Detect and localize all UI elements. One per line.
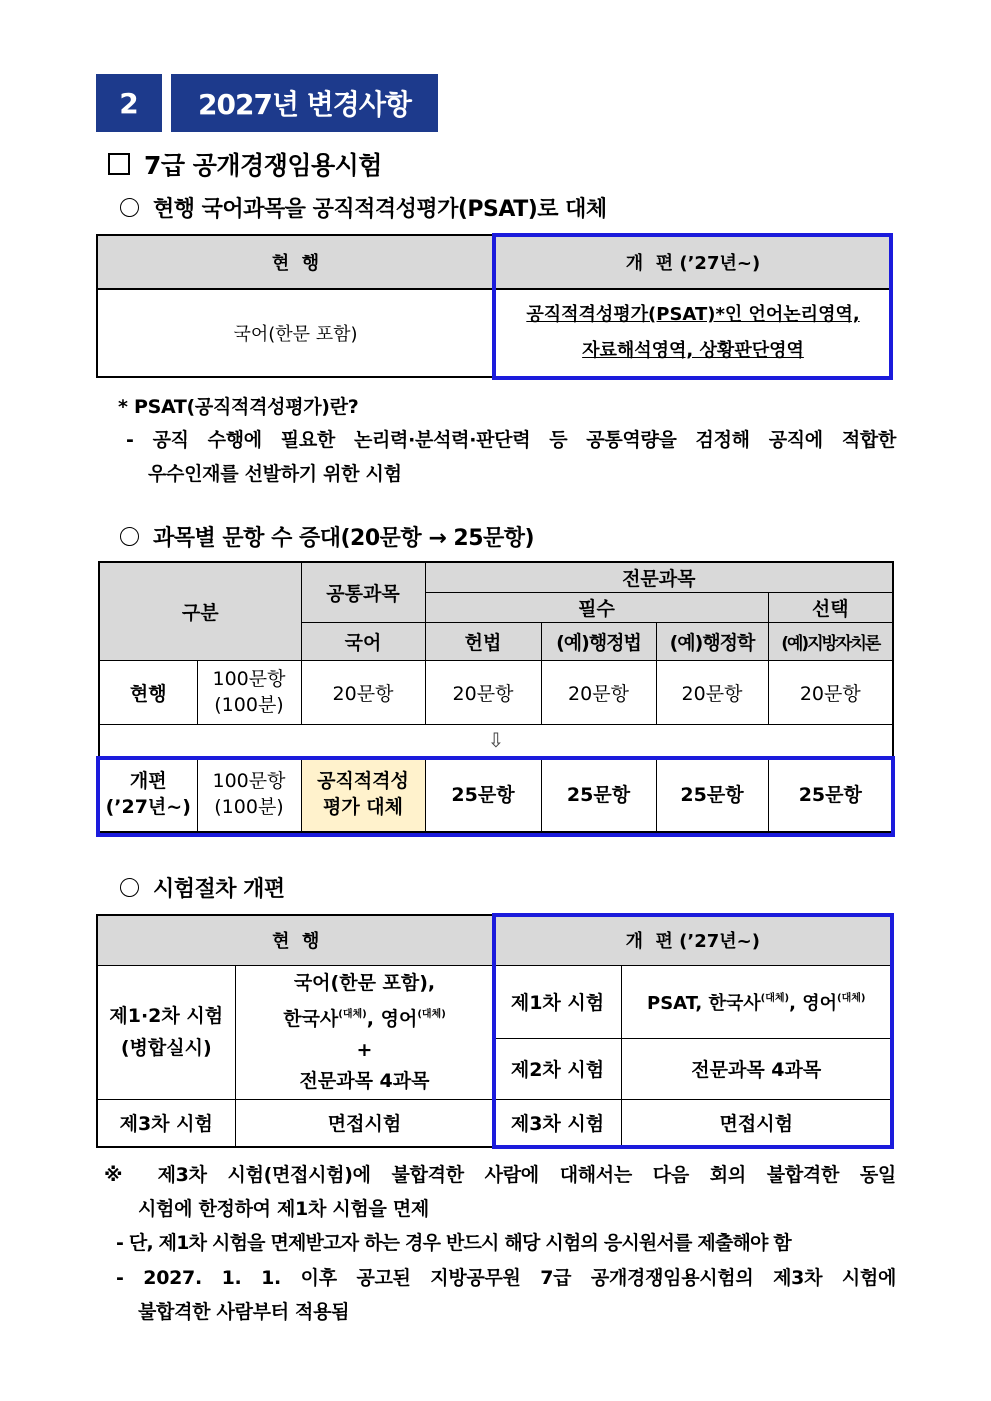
new-row-label: 개편 (’27년~) — [99, 756, 197, 832]
footnote-title: * PSAT(공직적격성평가)란? — [118, 396, 359, 418]
sub2-title: 과목별 문항 수 증대(20문항 → 25문항) — [120, 521, 534, 552]
current-subject: 국어(한문 포함) — [97, 289, 494, 377]
admin-studies-header: (예)행정학 — [656, 622, 768, 660]
note-line2: 시험에 한정하여 제1차 시험을 면제 — [138, 1198, 429, 1220]
current-stage12: 제1·2차 시험 (병합실시) — [97, 965, 235, 1099]
sub1-title: 현행 국어과목을 공직적격성평가(PSAT)로 대체 — [120, 192, 607, 223]
exam-procedure-table — [96, 914, 893, 1148]
constitution-header: 헌법 — [425, 622, 541, 660]
col-current-header: 현 행 — [97, 235, 494, 289]
question-count-table — [98, 561, 894, 833]
current-local-autonomy: 20문항 — [768, 660, 893, 724]
new-local-autonomy: 25문항 — [768, 756, 893, 832]
elective-header: 선택 — [768, 592, 893, 622]
circle-bullet-icon — [120, 527, 139, 546]
local-autonomy-header: (예)지방자치론 — [768, 622, 893, 660]
new-admin-law: 25문항 — [541, 756, 656, 832]
col-new-header: 개 편 (’27년~) — [494, 915, 892, 965]
col-new-header: 개 편 (’27년~) — [494, 235, 892, 289]
section-title-banner: 2027년 변경사항 — [171, 74, 438, 132]
new-stage2-content: 전문과목 4과목 — [621, 1038, 892, 1099]
new-stage3-content: 면접시험 — [621, 1099, 892, 1147]
required-header: 필수 — [425, 592, 768, 622]
current-row-label: 현행 — [99, 660, 197, 724]
current-total: 100문항 (100분) — [197, 660, 301, 724]
current-stage3-content: 면접시험 — [235, 1099, 494, 1147]
current-admin-law: 20문항 — [541, 660, 656, 724]
current-admin-studies: 20문항 — [656, 660, 768, 724]
current-stage12-content: 국어(한문 포함), 한국사$^{(대체)}$, 영어$^{(대체)}$ + 전문과목 4과목 — [235, 965, 494, 1099]
korean-header: 국어 — [301, 622, 425, 660]
admin-law-header: (예)행정법 — [541, 622, 656, 660]
circle-bullet-icon — [120, 878, 139, 897]
new-admin-studies: 25문항 — [656, 756, 768, 832]
new-stage2: 제2차 시험 — [494, 1038, 621, 1099]
new-total: 100문항 (100분) — [197, 756, 301, 832]
footnote-line1: - 공직 수행에 필요한 논리력·분석력·판단력 등 공통역량을 검정해 공직에 적합한 — [126, 429, 896, 451]
down-arrow-icon: ⇩ — [99, 724, 893, 756]
psat-table — [96, 234, 893, 378]
current-korean: 20문항 — [301, 660, 425, 724]
note-line5: 불합격한 사람부터 적용됨 — [138, 1301, 350, 1323]
note-line4: - 2027. 1. 1. 이후 공고된 지방공무원 7급 공개경쟁임용시험의 제3차 시험에 — [116, 1267, 896, 1289]
common-header: 공통과목 — [301, 562, 425, 622]
col-current-header: 현 행 — [97, 915, 494, 965]
checkbox-square-icon — [108, 153, 130, 175]
new-stage1: 제1차 시험 — [494, 965, 621, 1038]
specialized-header: 전문과목 — [425, 562, 893, 592]
sub3-title: 시험절차 개편 — [120, 872, 285, 903]
circle-bullet-icon — [120, 198, 139, 217]
new-stage3: 제3차 시험 — [494, 1099, 621, 1147]
note-line3: - 단, 제1차 시험을 면제받고자 하는 경우 반드시 해당 시험의 응시원서를 제출해야 함 — [116, 1232, 791, 1254]
new-subject: 공직적격성평가(PSAT)*인 언어논리영역, 자료해석영역, 상황판단영역 — [494, 289, 892, 377]
new-constitution: 25문항 — [425, 756, 541, 832]
footnote-line2: 우수인재를 선발하기 위한 시험 — [148, 463, 402, 485]
exam-title: 7급 공개경쟁임용시험 — [108, 146, 382, 182]
new-korean: 공직적격성 평가 대체 — [301, 756, 425, 832]
note-line1: ※ 제3차 시험(면접시험)에 불합격한 사람에 대해서는 다음 회의 불합격한 동일 — [104, 1164, 896, 1186]
current-stage3: 제3차 시험 — [97, 1099, 235, 1147]
new-stage1-content: PSAT, 한국사$^{(대체)}$, 영어$^{(대체)}$ — [621, 965, 892, 1038]
section-number: 2 — [96, 74, 162, 132]
category-header: 구분 — [99, 562, 301, 660]
current-constitution: 20문항 — [425, 660, 541, 724]
